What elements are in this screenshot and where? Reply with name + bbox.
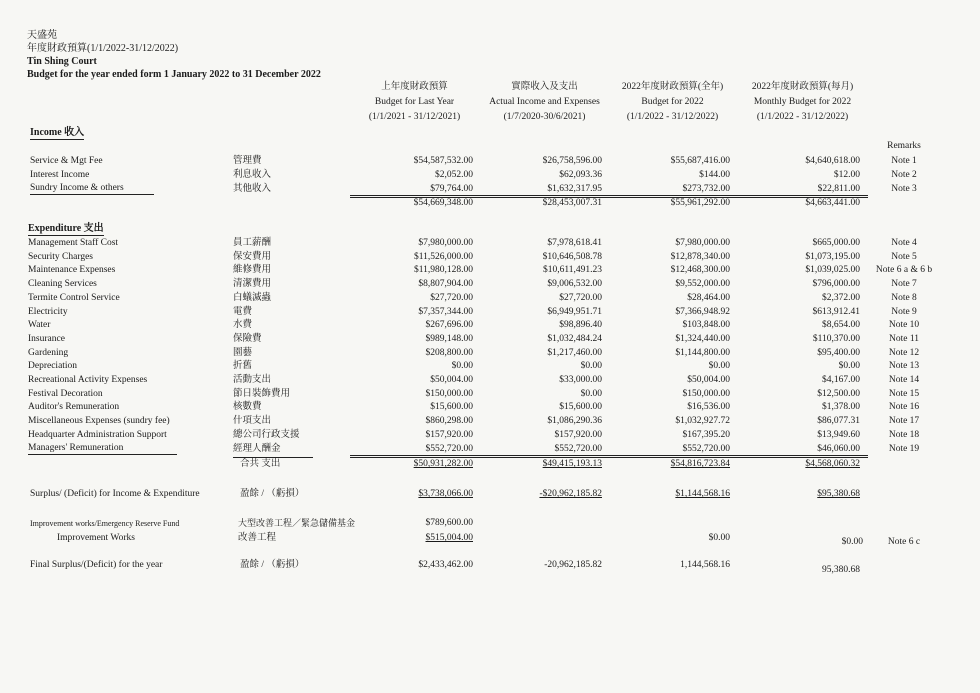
row-label-en: Maintenance Expenses <box>28 265 116 276</box>
value-budget-2022: $50,004.00 <box>687 375 730 385</box>
estate-name-en: Tin Shing Court <box>27 56 97 67</box>
value-budget-2022: $12,468,300.00 <box>670 265 730 276</box>
surplus-actual: -$20,962,185.82 <box>539 489 602 499</box>
value-budget-2022: $103,848.00 <box>682 320 730 331</box>
expenditure-total-budget-2022: $54,816,723.84 <box>670 459 730 469</box>
value-actual: $157,920.00 <box>554 429 602 440</box>
value-last-year: $79,764.00 <box>430 184 473 194</box>
value-budget-2022: $55,687,416.00 <box>670 156 730 166</box>
value-last-year: $8,807,904.00 <box>418 279 473 290</box>
income-heading: Income 收入 <box>30 127 85 138</box>
reserve-fund-label-zh: 大型改善工程／緊急儲備基金 <box>238 518 356 528</box>
value-monthly: $12,500.00 <box>817 388 860 399</box>
value-actual: $0.00 <box>580 361 602 372</box>
row-label-zh: 總公司行政支援 <box>233 429 300 440</box>
row-label-en: Sundry Income & others <box>30 183 154 195</box>
value-monthly: $86,077.31 <box>817 416 860 427</box>
value-last-year: $157,920.00 <box>425 429 473 440</box>
value-actual: $33,000.00 <box>559 375 602 385</box>
value-last-year: $27,720.00 <box>430 292 473 303</box>
row-label-en: Service & Mgt Fee <box>30 156 103 166</box>
value-budget-2022: $1,324,440.00 <box>675 333 730 344</box>
column-header-actual <box>472 80 617 125</box>
income-total-actual: $28,453,007.31 <box>542 198 602 208</box>
column-header-en: Actual Income and Expenses <box>489 97 600 107</box>
value-last-year: $11,526,000.00 <box>413 251 473 262</box>
final-surplus-actual: -20,962,185.82 <box>544 560 602 570</box>
final-surplus-row <box>0 559 980 573</box>
column-header-monthly-budget <box>730 80 875 125</box>
surplus-budget-2022: $1,144,568.16 <box>675 489 730 499</box>
row-note: Note 9 <box>891 306 917 317</box>
final-surplus-monthly: 95,380.68 <box>822 565 860 575</box>
value-last-year: $552,720.00 <box>425 443 473 454</box>
value-last-year: $860,298.00 <box>425 416 473 427</box>
value-last-year: $150,000.00 <box>425 388 473 399</box>
reserve-fund-row <box>0 517 980 531</box>
row-label-zh: 折舊 <box>233 361 253 372</box>
income-total-rule <box>350 195 868 196</box>
expenditure-total-actual: $49,415,193.13 <box>542 459 602 469</box>
value-actual: $10,646,508.78 <box>542 251 602 262</box>
improvement-works-row <box>0 532 980 546</box>
value-budget-2022: $1,144,800.00 <box>675 347 730 358</box>
row-label-zh: 水費 <box>233 320 253 331</box>
expenditure-row <box>0 251 980 265</box>
value-last-year: $989,148.00 <box>425 333 473 344</box>
row-label-zh: 園藝 <box>233 347 253 358</box>
row-label-en: Water <box>28 320 51 331</box>
value-monthly: $8,654.00 <box>822 320 860 331</box>
value-budget-2022: $552,720.00 <box>682 443 730 454</box>
value-last-year: $7,980,000.00 <box>418 238 473 248</box>
expenditure-row <box>0 429 980 443</box>
value-monthly: $4,167.00 <box>822 375 860 385</box>
surplus-monthly: $95,380.68 <box>817 489 860 499</box>
row-note: Note 16 <box>888 402 920 413</box>
value-actual: $10,611,491.23 <box>542 265 602 276</box>
row-note: Note 7 <box>891 279 917 290</box>
row-note: Note 17 <box>888 416 920 427</box>
value-monthly: $665,000.00 <box>812 238 860 248</box>
row-label-zh: 經理人酬金 <box>233 443 281 454</box>
budget-title-zh: 年度財政預算(1/1/2022-31/12/2022) <box>27 43 179 54</box>
value-monthly: $2,372.00 <box>822 292 860 303</box>
value-monthly: $1,378.00 <box>822 402 860 413</box>
improvement-works-last-year: $515,004.00 <box>425 533 473 543</box>
surplus-row <box>0 488 980 502</box>
column-header-zh: 2022年度財政預算(全年) <box>621 82 724 92</box>
row-label-en: Festival Decoration <box>28 388 103 399</box>
expenditure-row <box>0 388 980 402</box>
value-budget-2022: $7,980,000.00 <box>675 238 730 248</box>
row-label-en: Recreational Activity Expenses <box>28 375 148 385</box>
row-label-en: Insurance <box>28 333 65 344</box>
value-budget-2022: $1,032,927.72 <box>675 416 730 427</box>
expenditure-heading: Expenditure 支出 <box>28 223 104 234</box>
value-budget-2022: $16,536.00 <box>687 402 730 413</box>
final-surplus-label-en: Final Surplus/(Deficit) for the year <box>30 560 163 570</box>
expenditure-total-label: 合共 支出 <box>240 459 281 469</box>
row-label-zh: 管理費 <box>233 156 262 166</box>
expenditure-row <box>0 237 980 251</box>
expenditure-row <box>0 415 980 429</box>
value-monthly: $110,370.00 <box>812 333 860 344</box>
expenditure-row <box>0 374 980 388</box>
value-actual: $27,720.00 <box>559 292 602 303</box>
row-label-en: Termite Control Service <box>28 292 120 303</box>
column-header-zh: 上年度財政預算 <box>381 82 448 92</box>
income-row <box>0 169 980 183</box>
expenditure-row <box>0 401 980 415</box>
value-actual: $1,217,460.00 <box>547 347 602 358</box>
income-total-budget-2022: $55,961,292.00 <box>670 198 730 208</box>
reserve-fund-label-en: Improvement works/Emergency Reserve Fund <box>30 519 180 528</box>
income-total-last-year: $54,669,348.00 <box>413 198 473 208</box>
expenditure-row <box>0 333 980 347</box>
expenditure-row <box>0 347 980 361</box>
value-actual: $1,632,317.95 <box>547 184 602 194</box>
surplus-label-en: Surplus/ (Deficit) for Income & Expenditure <box>30 489 200 499</box>
final-surplus-last-year: $2,433,462.00 <box>418 560 473 570</box>
value-monthly: $22,811.00 <box>817 184 860 194</box>
expenditure-row <box>0 264 980 278</box>
value-actual: $9,006,532.00 <box>547 279 602 290</box>
row-label-en: Electricity <box>28 306 68 317</box>
row-label-en: Interest Income <box>30 170 90 180</box>
value-actual: $6,949,951.71 <box>547 306 602 317</box>
row-label-zh: 什項支出 <box>233 416 272 427</box>
improvement-works-label-zh: 改善工程 <box>238 533 277 543</box>
column-header-zh: 實際收入及支出 <box>511 82 578 92</box>
value-actual: $552,720.00 <box>554 443 602 454</box>
value-budget-2022: $273,732.00 <box>682 184 730 194</box>
value-monthly: $796,000.00 <box>812 279 860 290</box>
surplus-last-year: $3,738,066.00 <box>418 489 473 499</box>
row-label-en: Miscellaneous Expenses (sundry fee) <box>28 416 170 427</box>
row-label-en: Depreciation <box>28 361 78 372</box>
improvement-works-monthly: $0.00 <box>841 537 863 547</box>
row-note: Note 5 <box>891 251 917 262</box>
row-note: Note 18 <box>888 429 920 440</box>
value-last-year: $54,587,532.00 <box>413 156 473 166</box>
row-label-en: Cleaning Services <box>28 279 97 290</box>
row-label-en: Security Charges <box>28 251 93 262</box>
value-actual: $1,032,484.24 <box>547 333 602 344</box>
row-note: Note 2 <box>891 170 917 180</box>
row-note: Note 1 <box>891 156 917 166</box>
row-note: Note 3 <box>891 184 917 194</box>
row-label-en: Headquarter Administration Support <box>28 429 167 440</box>
row-label-zh: 保安費用 <box>233 251 272 262</box>
row-label-zh: 節日裝飾費用 <box>233 388 291 399</box>
value-monthly: $46,060.00 <box>817 443 860 454</box>
value-actual: $7,978,618.41 <box>547 238 602 248</box>
expenditure-total-row <box>0 458 980 472</box>
estate-name-zh: 天盛苑 <box>27 30 57 41</box>
row-label-zh: 維修費用 <box>233 265 272 276</box>
surplus-label-zh: 盈餘 / （虧損） <box>240 489 305 499</box>
row-label-zh: 電費 <box>233 306 253 317</box>
value-budget-2022: $167,395.20 <box>682 429 730 440</box>
row-label-zh: 核數費 <box>233 402 262 413</box>
value-monthly: $13,949.60 <box>817 429 860 440</box>
reserve-fund-last-year: $789,600.00 <box>425 518 473 528</box>
row-note: Note 14 <box>888 375 920 385</box>
improvement-works-budget-2022: $0.00 <box>708 533 730 543</box>
row-label-zh: 清潔費用 <box>233 279 272 290</box>
value-actual: $0.00 <box>580 388 602 399</box>
row-note: Note 12 <box>888 347 920 358</box>
value-actual: $98,896.40 <box>559 320 602 331</box>
final-surplus-label-zh: 盈餘 / （虧損） <box>240 560 305 570</box>
value-last-year: $0.00 <box>451 361 473 372</box>
income-row <box>0 155 980 169</box>
final-surplus-budget-2022: 1,144,568.16 <box>680 560 730 570</box>
row-label-en: Gardening <box>28 347 69 358</box>
value-last-year: $11,980,128.00 <box>413 265 473 276</box>
improvement-works-label-en: Improvement Works <box>57 533 135 543</box>
row-label-zh: 白蟻滅蟲 <box>233 292 272 303</box>
row-note: Note 8 <box>891 292 917 303</box>
expenditure-row <box>0 278 980 292</box>
column-header-period: (1/1/2021 - 31/12/2021) <box>368 112 461 122</box>
expenditure-row <box>0 292 980 306</box>
value-monthly: $613,912.41 <box>812 306 860 317</box>
value-last-year: $7,357,344.00 <box>418 306 473 317</box>
row-note: Note 13 <box>888 361 920 372</box>
row-label-zh: 員工薪酬 <box>233 238 272 248</box>
expenditure-row <box>0 360 980 374</box>
column-header-period: (1/7/2020-30/6/2021) <box>503 112 586 122</box>
row-note: Note 15 <box>888 388 920 399</box>
value-budget-2022: $12,878,340.00 <box>670 251 730 262</box>
expenditure-total-rule <box>350 455 868 456</box>
column-header-period: (1/1/2022 - 31/12/2022) <box>756 112 849 122</box>
column-header-period: (1/1/2022 - 31/12/2022) <box>626 112 719 122</box>
value-actual: $15,600.00 <box>559 402 602 413</box>
row-note: Note 4 <box>891 238 917 248</box>
value-budget-2022: $0.00 <box>708 361 730 372</box>
expenditure-row <box>0 306 980 320</box>
row-note: Note 19 <box>888 443 920 454</box>
row-label-en: Managers' Remuneration <box>28 443 177 455</box>
column-header-zh: 2022年度財政預算(每月) <box>751 82 854 92</box>
expenditure-total-last-year: $50,931,282.00 <box>413 459 473 469</box>
column-header-en: Monthly Budget for 2022 <box>753 97 852 107</box>
expenditure-row <box>0 319 980 333</box>
row-note: Note 11 <box>889 333 919 344</box>
income-total-row <box>0 197 980 211</box>
value-last-year: $2,052.00 <box>435 170 473 180</box>
value-budget-2022: $7,366,948.92 <box>675 306 730 317</box>
value-monthly: $1,073,195.00 <box>805 251 860 262</box>
row-label-zh: 其他收入 <box>233 184 272 194</box>
value-budget-2022: $150,000.00 <box>682 388 730 399</box>
expenditure-total-monthly: $4,568,060.32 <box>805 459 860 469</box>
value-budget-2022: $9,552,000.00 <box>675 279 730 290</box>
value-last-year: $208,800.00 <box>425 347 473 358</box>
value-last-year: $50,004.00 <box>430 375 473 385</box>
row-label-en: Auditor's Remuneration <box>28 402 120 413</box>
column-header-en: Budget for Last Year <box>374 97 455 107</box>
row-label-zh: 活動支出 <box>233 375 272 385</box>
row-label-en: Management Staff Cost <box>28 238 119 248</box>
row-label-zh: 利息收入 <box>233 170 272 180</box>
column-header-annual-budget <box>600 80 745 125</box>
value-actual: $26,758,596.00 <box>542 156 602 166</box>
budget-title-en: Budget for the year ended form 1 January 2022 to 31 December 2022 <box>27 69 321 80</box>
value-budget-2022: $144.00 <box>699 170 730 180</box>
column-header-en: Budget for 2022 <box>641 97 704 107</box>
value-monthly: $95,400.00 <box>817 347 860 358</box>
value-actual: $62,093.36 <box>559 170 602 180</box>
remarks-header: Remarks <box>887 141 921 151</box>
value-last-year: $267,696.00 <box>425 320 473 331</box>
value-monthly: $1,039,025.00 <box>805 265 860 276</box>
income-total-monthly: $4,663,441.00 <box>805 198 860 208</box>
value-monthly: $12.00 <box>833 170 860 180</box>
value-last-year: $15,600.00 <box>430 402 473 413</box>
column-header-last-year-budget <box>342 80 487 125</box>
value-monthly: $0.00 <box>838 361 860 372</box>
row-note: Note 10 <box>888 320 920 331</box>
improvement-works-note: Note 6 c <box>887 537 921 547</box>
value-monthly: $4,640,618.00 <box>805 156 860 166</box>
value-budget-2022: $28,464.00 <box>687 292 730 303</box>
value-actual: $1,086,290.36 <box>547 416 602 427</box>
row-note: Note 6 a & 6 b <box>875 265 933 276</box>
row-label-zh: 保險費 <box>233 333 262 344</box>
